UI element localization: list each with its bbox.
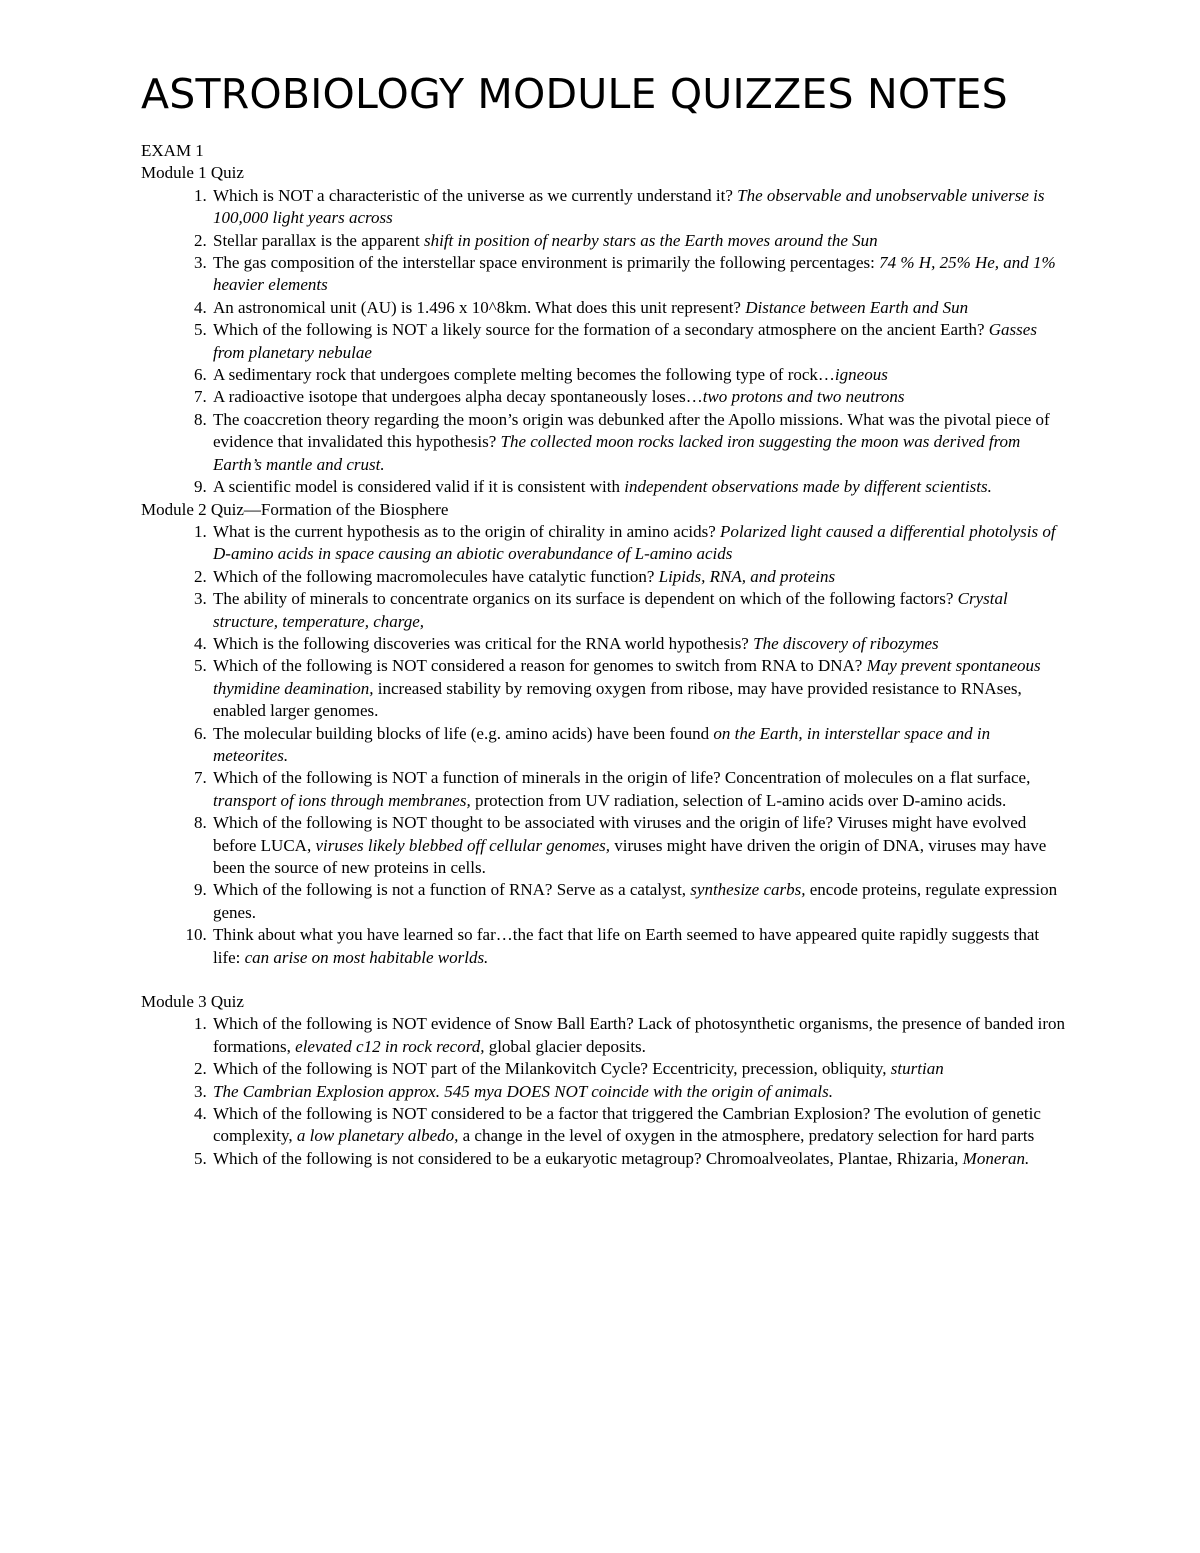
question-item: 2. Which of the following is NOT part of the Milankovitch Cycle? Eccentricity, precession, obliquity, sturtian — [211, 1058, 1066, 1080]
question-item: 10. Think about what you have learned so far…the fact that life on Earth seemed to have appeared quite rapidly suggests that life: can arise on most habitable worlds. — [211, 924, 1066, 969]
module-1-heading: Module 1 Quiz — [141, 163, 244, 183]
exam-heading: EXAM 1 — [141, 141, 204, 160]
question-item: 6. A sedimentary rock that undergoes complete melting becomes the following type of rock…igneous — [211, 364, 1066, 386]
module-1-question-list — [141, 185, 1066, 499]
question-item: 5. Which of the following is not considered to be a eukaryotic metagroup? Chromoalveolates, Plantae, Rhizaria, Moneran. — [211, 1148, 1066, 1170]
question-item: 8. Which of the following is NOT thought to be associated with viruses and the origin of life? Viruses might have evolved before LUCA, viruses likely blebbed off cellular genomes, viruses might have driven the origin of DNA, viruses may have been the source of new proteins in cells. — [211, 812, 1066, 879]
question-item: 6. The molecular building blocks of life (e.g. amino acids) have been found on the Earth, in interstellar space and in meteorites. — [211, 723, 1066, 768]
question-item: 1. What is the current hypothesis as to the origin of chirality in amino acids? Polarized light caused a differential photolysis of D-amino acids in space causing an abiotic overabundance of L-amino acids — [211, 521, 1066, 566]
document-body — [141, 140, 1066, 1170]
question-item: 4. An astronomical unit (AU) is 1.496 x 10^8km. What does this unit represent? Distance between Earth and Sun — [211, 297, 1066, 319]
question-item: 4. Which of the following is NOT considered to be a factor that triggered the Cambrian Explosion? The evolution of genetic complexity, a low planetary albedo, a change in the level of oxygen in the atmosphere, predatory selection for hard parts — [211, 1103, 1066, 1148]
question-item: 5. Which of the following is NOT considered a reason for genomes to switch from RNA to DNA? May prevent spontaneous thymidine deamination, increased stability by removing oxygen from ribose, may have provided resistance to RNAses, enabled larger genomes. — [211, 655, 1066, 722]
question-item: 3. The gas composition of the interstellar space environment is primarily the following percentages: 74 % H, 25% He, and 1% heavier elements — [211, 252, 1066, 297]
question-item: 9. Which of the following is not a function of RNA? Serve as a catalyst, synthesize carbs, encode proteins, regulate expression genes. — [211, 879, 1066, 924]
question-item: 8. The coaccretion theory regarding the moon’s origin was debunked after the Apollo missions. What was the pivotal piece of evidence that invalidated this hypothesis? The collected moon rocks lacked iron suggesting the moon was derived from Earth’s mantle and crust. — [211, 409, 1066, 476]
question-item: 1. Which is NOT a characteristic of the universe as we currently understand it? The observable and unobservable universe is 100,000 light years across — [211, 185, 1066, 230]
question-item: 4. Which is the following discoveries was critical for the RNA world hypothesis? The discovery of ribozymes — [211, 633, 1066, 655]
module-2-heading: Module 2 Quiz—Formation of the Biosphere — [141, 499, 449, 519]
question-item: 3. The Cambrian Explosion approx. 545 mya DOES NOT coincide with the origin of animals. — [211, 1081, 1066, 1103]
question-item: 1. Which of the following is NOT evidence of Snow Ball Earth? Lack of photosynthetic organisms, the presence of banded iron formations, elevated c12 in rock record, global glacier deposits. — [211, 1013, 1066, 1058]
module-2-question-list — [141, 521, 1066, 969]
question-item: 2. Which of the following macromolecules have catalytic function? Lipids, RNA, and proteins — [211, 566, 1066, 588]
question-item: 9. A scientific model is considered valid if it is consistent with independent observations made by different scientists. — [211, 476, 1066, 498]
question-item: 3. The ability of minerals to concentrate organics on its surface is dependent on which of the following factors? Crystal structure, temperature, charge, — [211, 588, 1066, 633]
section-spacer — [141, 969, 1066, 991]
module-3-question-list — [141, 1013, 1066, 1170]
module-3-heading: Module 3 Quiz — [141, 992, 244, 1012]
question-item: 2. Stellar parallax is the apparent shift in position of nearby stars as the Earth moves around the Sun — [211, 230, 1066, 252]
question-item: 7. A radioactive isotope that undergoes alpha decay spontaneously loses…two protons and two neutrons — [211, 386, 1066, 408]
question-item: 5. Which of the following is NOT a likely source for the formation of a secondary atmosphere on the ancient Earth? Gasses from planetary nebulae — [211, 319, 1066, 364]
question-item: 7. Which of the following is NOT a function of minerals in the origin of life? Concentration of molecules on a flat surface, transport of ions through membranes, protection from UV radiation, selection of L-amino acids over D-amino acids. — [211, 767, 1066, 812]
document-title: ASTROBIOLOGY MODULE QUIZZES NOTES — [141, 70, 1008, 118]
